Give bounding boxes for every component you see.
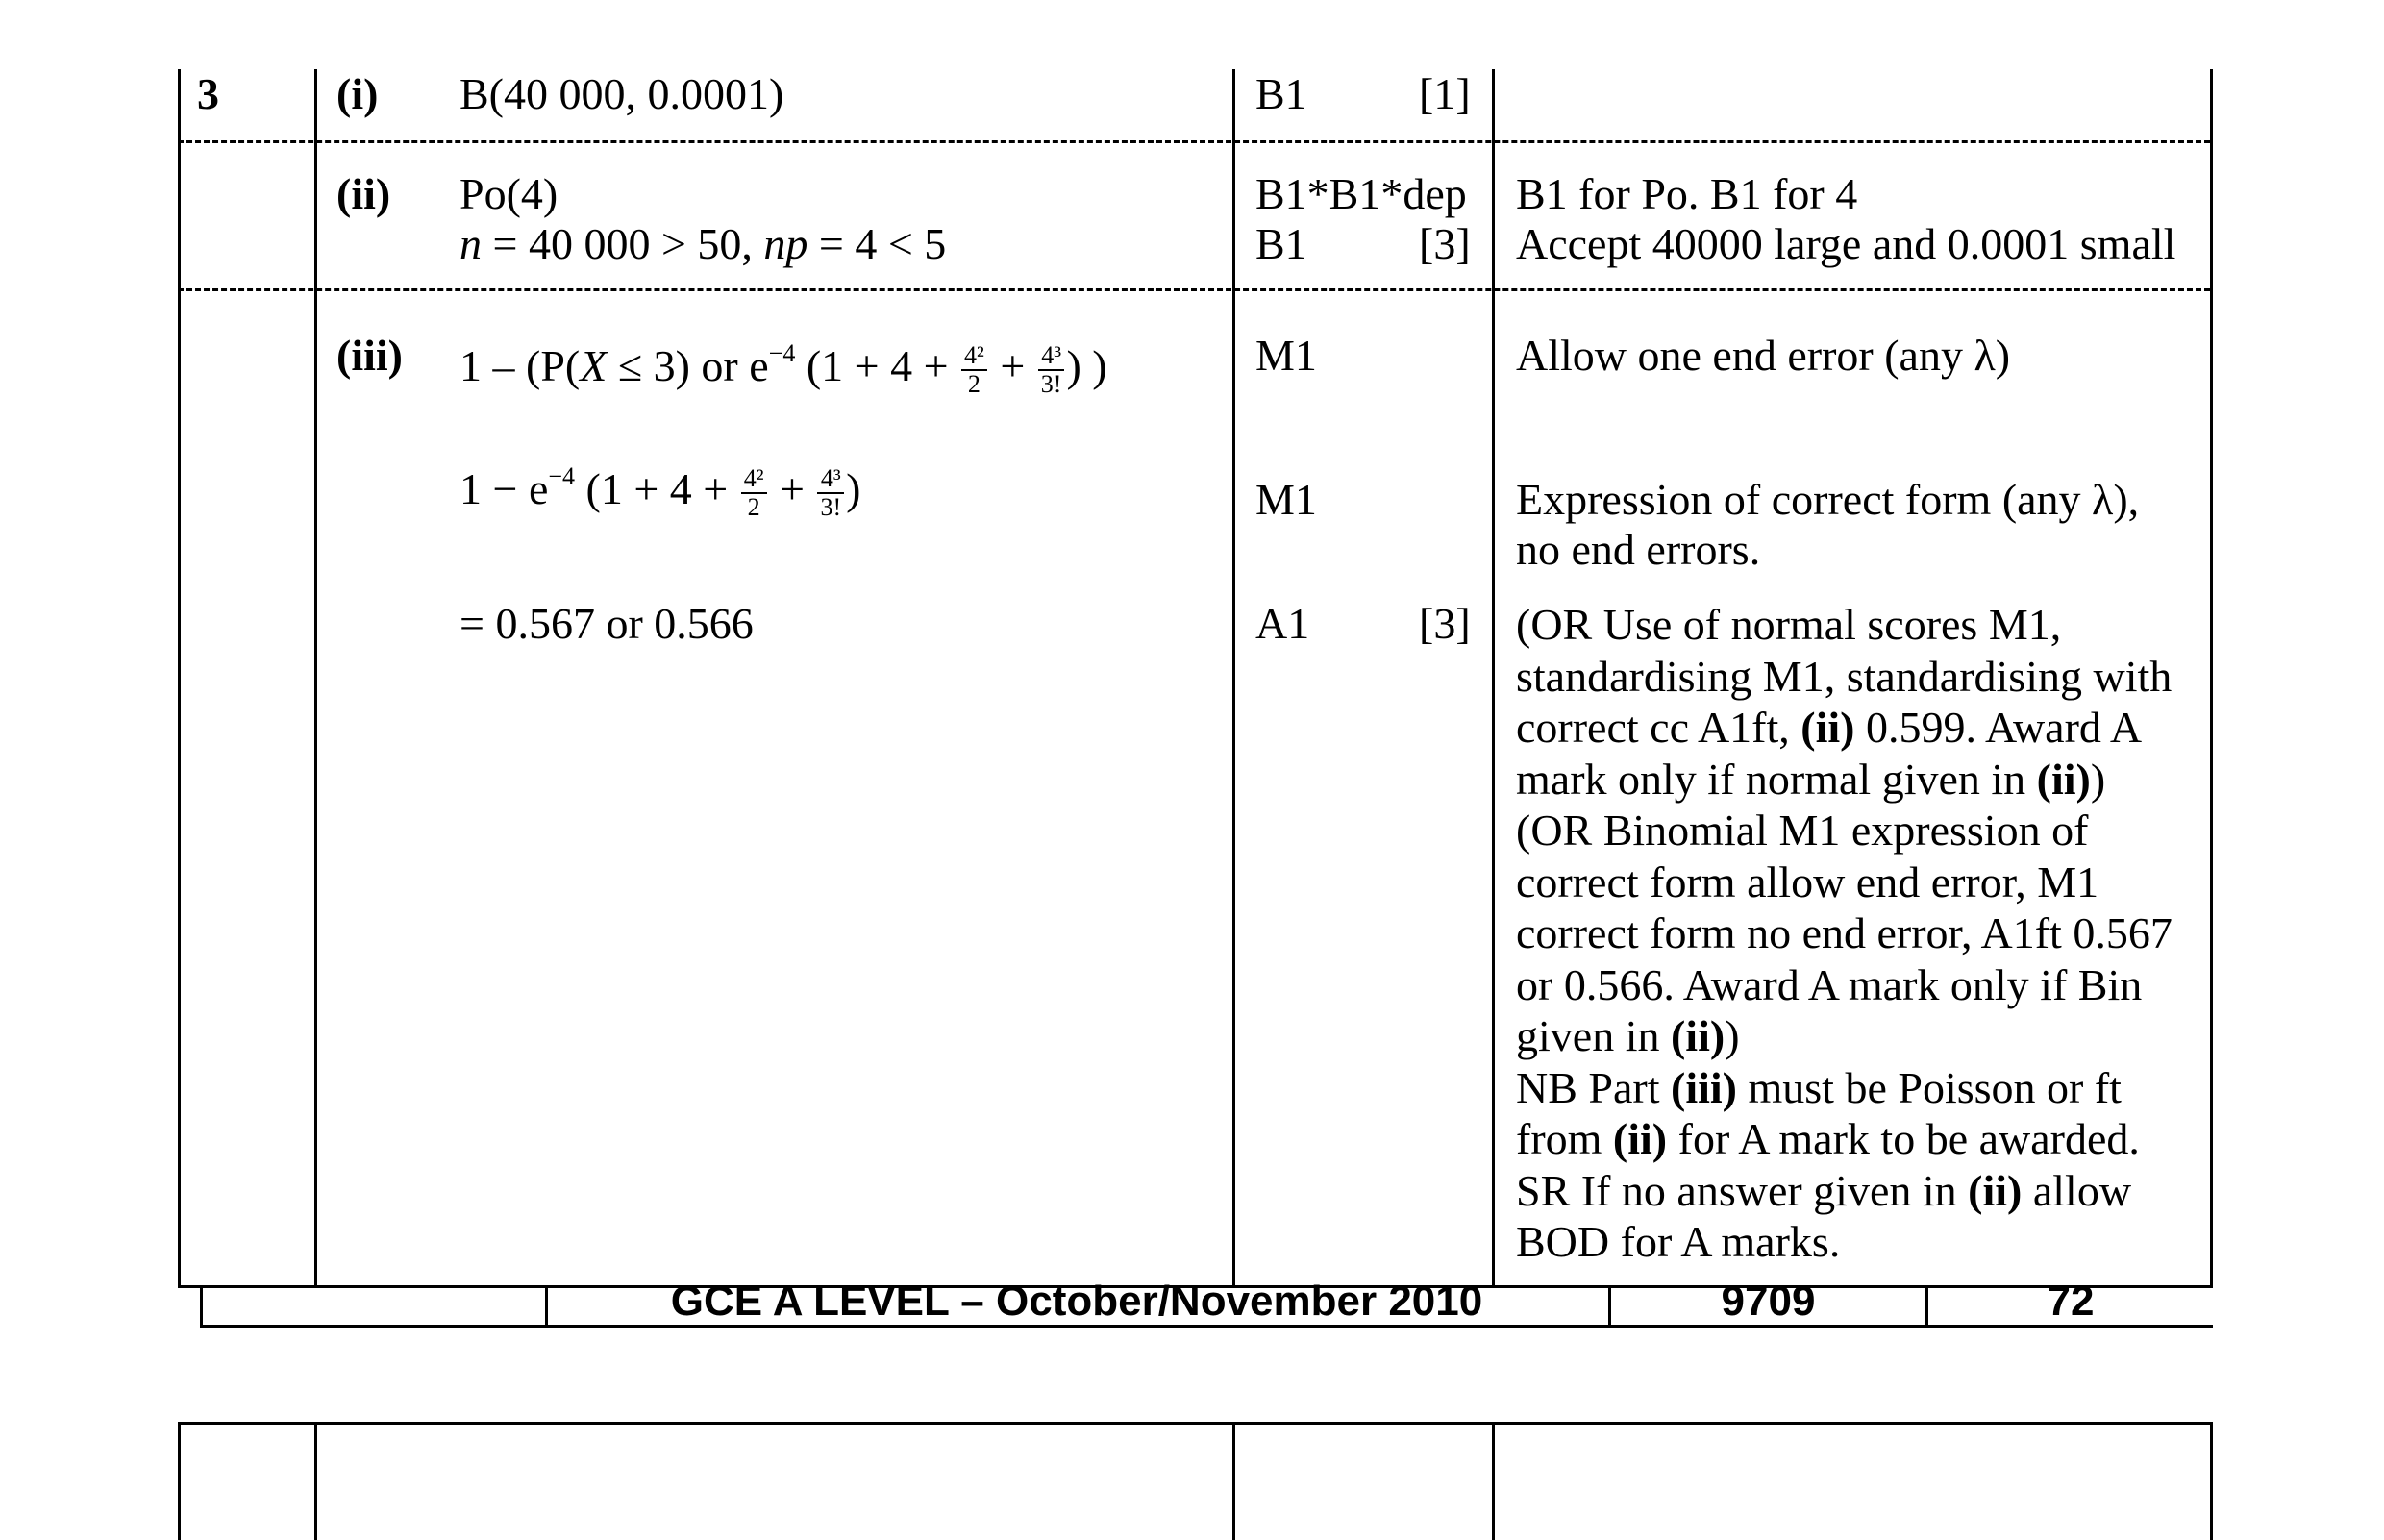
step2-frac-1-den: 2 [747, 493, 760, 522]
col-divider-notes [1492, 69, 1495, 1288]
footer-divider-1 [545, 1285, 548, 1327]
part-i-label: (i) [336, 69, 379, 118]
part-reference: (ii) [1670, 1011, 1726, 1060]
part-iii-total: [3] [1419, 599, 1471, 648]
question-number: 3 [197, 69, 219, 118]
alt-note-line: BOD for A marks. [1516, 1217, 1841, 1266]
next-col-divider-notes [1492, 1422, 1495, 1540]
step1-frac-1 [961, 342, 987, 398]
step1-close: ) ) [1066, 341, 1107, 390]
step1-frac-2-num: 4³ [1038, 342, 1065, 371]
step2-frac-1-num: 4² [741, 465, 767, 494]
next-col-divider-mark [1232, 1422, 1235, 1540]
step2-frac-2-num: 4³ [817, 465, 844, 494]
step1-lead: 1 – (P( [459, 341, 581, 390]
alt-note-line: (OR Use of normal scores M1, [1516, 600, 2062, 649]
table-left-border [178, 69, 181, 1288]
part-ii-label: (ii) [336, 169, 391, 218]
part-reference: (ii) [1612, 1114, 1668, 1163]
step1-frac-2-den: 3! [1040, 370, 1062, 399]
part-ii-mark-1: B1*B1*dep [1255, 169, 1467, 218]
step1-exp: −4 [768, 339, 796, 367]
step1-frac-2 [1038, 342, 1065, 398]
part-ii-working-1: Po(4) [459, 169, 559, 218]
part-ii-note-2: Accept 40000 large and 0.0001 small [1516, 219, 2176, 268]
part-iii-step2-note-1: Expression of correct form (any λ), [1516, 475, 2140, 524]
row-divider-1 [178, 140, 2210, 143]
footer-syllabus-code: 9709 [1721, 1278, 1816, 1325]
step1-frac-1-den: 2 [967, 370, 981, 399]
math-variable: np [763, 219, 808, 268]
footer-paper-number: 72 [2047, 1278, 2095, 1325]
alt-note-line: correct cc A1ft, (ii) 0.599. Award A [1516, 703, 2143, 752]
alt-note-line: from (ii) for A mark to be awarded. [1516, 1114, 2140, 1163]
part-iii-result: = 0.567 or 0.566 [459, 599, 754, 648]
part-ii-mark-2: B1 [1255, 219, 1307, 268]
step1-paren: (1 + 4 + [795, 341, 960, 390]
part-ii-total: [3] [1419, 219, 1471, 268]
step2-paren: (1 + 4 + [575, 464, 739, 513]
step2-frac-2-den: 3! [820, 493, 842, 522]
part-iii-step1-note: Allow one end error (any λ) [1516, 331, 2011, 380]
col-divider-mark [1232, 69, 1235, 1288]
part-ii-note-1: B1 for Po. B1 for 4 [1516, 169, 1858, 218]
alt-note-line: (OR Binomial M1 expression of [1516, 806, 2089, 855]
next-table-right-border [2210, 1422, 2213, 1540]
alt-note-line: or 0.566. Award A mark only if Bin [1516, 959, 2143, 1009]
part-reference: (iii) [1671, 1062, 1737, 1112]
alt-note-line: NB Part (iii) must be Poisson or ft [1516, 1062, 2122, 1112]
step2-exp: −4 [548, 462, 576, 490]
step2-frac-1 [741, 465, 767, 521]
part-reference: (ii) [1968, 1165, 2023, 1215]
footer-exam-title: GCE A LEVEL – October/November 2010 [670, 1278, 1483, 1325]
step1-frac-1-num: 4² [961, 342, 987, 371]
math-variable: n [459, 219, 482, 268]
step2-plus: + [768, 464, 816, 513]
col-divider-part [314, 69, 317, 1288]
alt-note-line: mark only if normal given in (ii)) [1516, 754, 2106, 804]
part-iii-step1-mark: M1 [1255, 331, 1317, 380]
part-ii-working-2-text: n = 40 000 > 50, np = 4 < 5 [459, 219, 947, 268]
part-reference: (ii) [1800, 703, 1855, 752]
alt-note-line: given in (ii)) [1516, 1011, 1740, 1060]
step1-ineq: ≤ 3) or e [607, 341, 769, 390]
part-iii-step2-mark: M1 [1255, 475, 1317, 524]
part-ii-working-2 [459, 219, 946, 269]
next-table-top-border [178, 1422, 2213, 1425]
part-i-mark: B1 [1255, 69, 1307, 118]
next-col-divider-part [314, 1422, 317, 1540]
part-iii-step3-mark: A1 [1255, 599, 1310, 648]
step2-close: ) [846, 464, 861, 513]
part-iii-label: (iii) [336, 331, 403, 380]
part-iii-alt-notes [1516, 599, 2208, 1268]
row-divider-2 [178, 288, 2210, 291]
step1-plus: + [988, 341, 1036, 390]
part-iii-step2-expression [459, 446, 860, 521]
alt-note-line: standardising M1, standardising with [1516, 651, 2173, 701]
part-iii-step1-expression [459, 323, 1107, 398]
part-i-total: [1] [1419, 69, 1471, 118]
step2-lead: 1 − e [459, 464, 549, 513]
alt-note-line: SR If no answer given in (ii) allow [1516, 1165, 2132, 1215]
footer-left-border [200, 1285, 203, 1327]
part-iii-step2-note-2: no end errors. [1516, 525, 1761, 574]
step2-frac-2 [817, 465, 844, 521]
table-right-border [2210, 69, 2213, 1288]
part-i-working: B(40 000, 0.0001) [459, 69, 784, 118]
alt-note-line: correct form no end error, A1ft 0.567 [1516, 908, 2173, 957]
alt-note-line: correct form allow end error, M1 [1516, 857, 2099, 907]
next-table-left-border [178, 1422, 181, 1540]
part-reference: (ii) [2036, 754, 2091, 804]
step1-var: X [580, 341, 608, 390]
